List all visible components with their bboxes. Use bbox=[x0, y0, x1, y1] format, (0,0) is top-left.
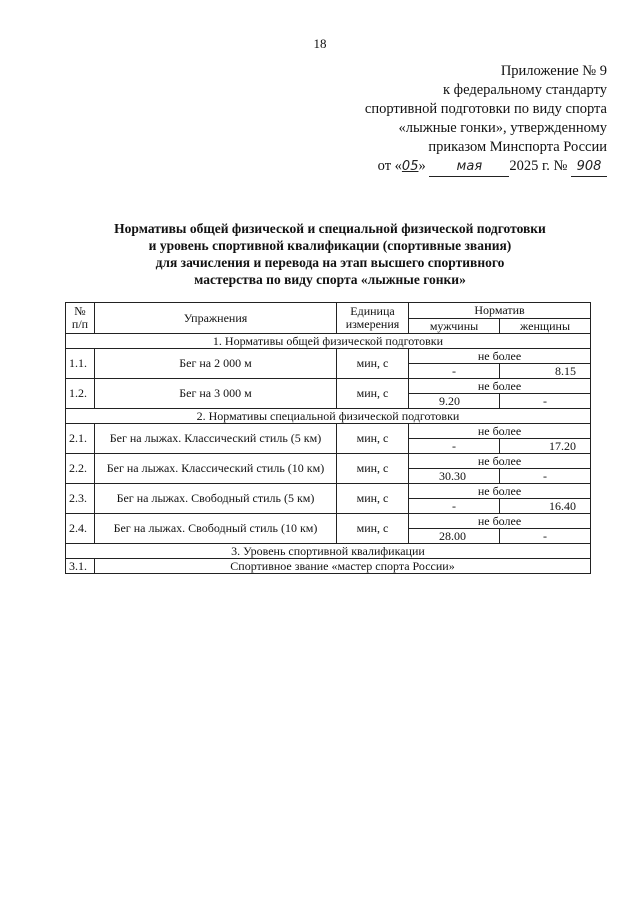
title-line: Нормативы общей физической и специальной физической подготовки bbox=[114, 221, 546, 236]
title-line: мастерства по виду спорта «лыжные гонки» bbox=[194, 272, 466, 287]
date-year: 2025 г. № bbox=[509, 158, 568, 174]
row-condition: не более bbox=[409, 349, 591, 364]
header-women: женщины bbox=[500, 319, 591, 334]
table-row bbox=[66, 379, 591, 394]
header-men: мужчины bbox=[409, 319, 500, 334]
row-men: 9.20 bbox=[409, 394, 500, 409]
row-men: 30.30 bbox=[409, 469, 500, 484]
title-line: для зачисления и перевода на этап высшего спортивного bbox=[155, 255, 505, 270]
row-unit: мин, с bbox=[337, 484, 409, 514]
standards-table bbox=[65, 302, 591, 574]
table-row bbox=[66, 559, 591, 574]
header-norm: Норматив bbox=[409, 303, 591, 319]
row-num: 1.2. bbox=[66, 379, 95, 409]
section-title: 1. Нормативы общей физической подготовки bbox=[66, 334, 591, 349]
row-exercise: Бег на лыжах. Свободный стиль (5 км) bbox=[95, 484, 337, 514]
row-unit: мин, с bbox=[337, 424, 409, 454]
row-men: 28.00 bbox=[409, 529, 500, 544]
section-title: 3. Уровень спортивной квалификации bbox=[66, 544, 591, 559]
date-mid: » bbox=[418, 158, 426, 174]
row-women: - bbox=[500, 469, 591, 484]
row-condition: не более bbox=[409, 379, 591, 394]
row-exercise: Бег на 3 000 м bbox=[95, 379, 337, 409]
date-prefix: от « bbox=[377, 158, 402, 174]
row-num: 2.4. bbox=[66, 514, 95, 544]
header-unit: Единица измерения bbox=[337, 303, 409, 334]
row-num: 1.1. bbox=[66, 349, 95, 379]
row-women: - bbox=[500, 394, 591, 409]
title-line: и уровень спортивной квалификации (спортивные звания) bbox=[148, 238, 512, 253]
row-num: 2.2. bbox=[66, 454, 95, 484]
row-condition: не более bbox=[409, 424, 591, 439]
appendix-line: приказом Минспорта России bbox=[428, 139, 607, 155]
header-num: № п/п bbox=[66, 303, 95, 334]
row-exercise: Спортивное звание «мастер спорта России» bbox=[95, 559, 591, 574]
table-row bbox=[66, 454, 591, 469]
row-num: 2.3. bbox=[66, 484, 95, 514]
row-women: 8.15 bbox=[500, 364, 591, 379]
section-title: 2. Нормативы специальной физической подготовки bbox=[66, 409, 591, 424]
date-month: мая bbox=[429, 157, 509, 177]
row-exercise: Бег на лыжах. Классический стиль (10 км) bbox=[95, 454, 337, 484]
page-number: 18 bbox=[313, 36, 327, 51]
row-exercise: Бег на лыжах. Свободный стиль (10 км) bbox=[95, 514, 337, 544]
header-row bbox=[66, 303, 591, 319]
row-women: 16.40 bbox=[500, 499, 591, 514]
appendix-line: спортивной подготовки по виду спорта bbox=[364, 101, 607, 117]
row-unit: мин, с bbox=[337, 349, 409, 379]
row-unit: мин, с bbox=[337, 454, 409, 484]
appendix-line: к федеральному стандарту bbox=[443, 82, 607, 98]
row-condition: не более bbox=[409, 454, 591, 469]
row-men: - bbox=[409, 439, 500, 454]
table-row bbox=[66, 349, 591, 364]
document-title bbox=[60, 220, 600, 288]
header-exercise: Упражнения bbox=[95, 303, 337, 334]
section-row bbox=[66, 544, 591, 559]
row-exercise: Бег на 2 000 м bbox=[95, 349, 337, 379]
order-number: 908 bbox=[571, 157, 607, 177]
table-row bbox=[66, 424, 591, 439]
date-day: 05 bbox=[401, 159, 419, 174]
row-condition: не более bbox=[409, 514, 591, 529]
appendix-header bbox=[317, 62, 607, 177]
row-men: - bbox=[409, 364, 500, 379]
table-row bbox=[66, 514, 591, 529]
row-unit: мин, с bbox=[337, 514, 409, 544]
row-women: 17.20 bbox=[500, 439, 591, 454]
row-condition: не более bbox=[409, 484, 591, 499]
section-row bbox=[66, 334, 591, 349]
row-women: - bbox=[500, 529, 591, 544]
table-row bbox=[66, 484, 591, 499]
row-num: 3.1. bbox=[66, 559, 95, 574]
section-row bbox=[66, 409, 591, 424]
appendix-date-line bbox=[317, 157, 607, 177]
row-unit: мин, с bbox=[337, 379, 409, 409]
appendix-title: Приложение № 9 bbox=[500, 63, 607, 79]
row-num: 2.1. bbox=[66, 424, 95, 454]
appendix-line: «лыжные гонки», утвержденному bbox=[398, 120, 607, 136]
row-men: - bbox=[409, 499, 500, 514]
row-exercise: Бег на лыжах. Классический стиль (5 км) bbox=[95, 424, 337, 454]
